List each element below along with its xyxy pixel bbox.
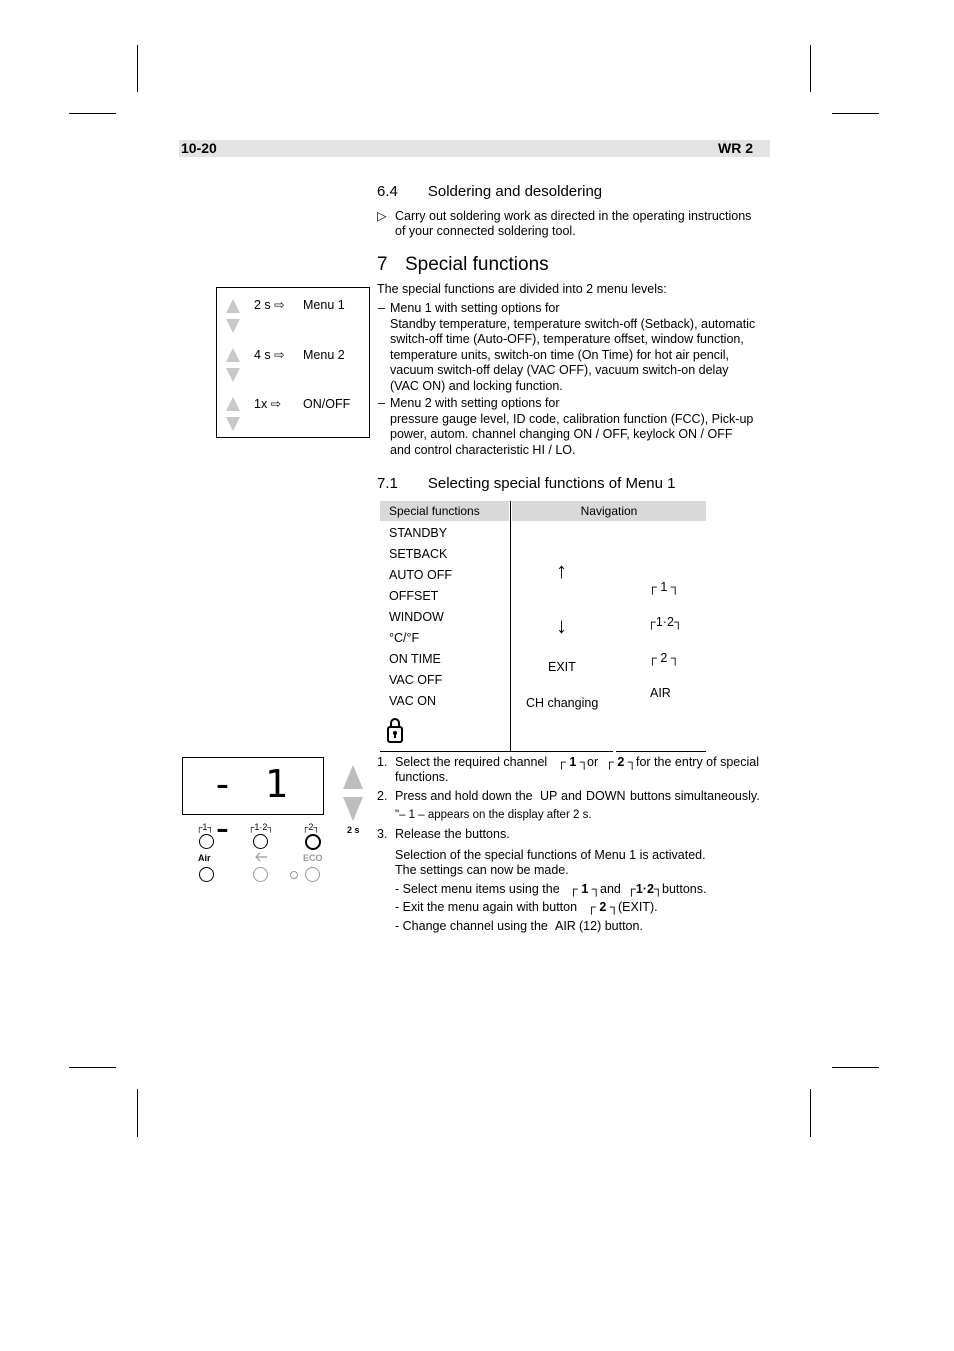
up-keyword: UP (540, 789, 558, 803)
channel-12-button[interactable] (253, 834, 268, 849)
step-2-note: "– 1 – appears on the display after 2 s. (395, 809, 592, 821)
menu2-head: Menu 2 with setting options for (390, 396, 560, 410)
crop-mark (137, 1089, 138, 1137)
legend-time: 2 s ⇨ (254, 298, 285, 312)
menu2-line: power, autom. channel changing ON / OFF, keylock ON / OFF (390, 427, 733, 441)
list-item: °C/°F (389, 631, 420, 645)
channel-12-label: ┌1·2┐ (248, 822, 274, 832)
or-text: or (587, 755, 599, 769)
air-label: Air (198, 853, 211, 863)
list-item: STANDBY (389, 526, 448, 540)
and-text: and (561, 789, 582, 803)
menu1-line: temperature units, switch-on time (On Time) for hot air pencil, (390, 347, 730, 362)
dash-icon: – (378, 301, 385, 315)
crop-mark (810, 45, 811, 92)
channel-2-label: ┌2┐ (302, 822, 320, 832)
button-12-symbol: ┌1·2┐ (647, 615, 683, 629)
header-bar (179, 140, 770, 157)
and-text: and (600, 882, 621, 896)
down-arrow-icon (226, 368, 240, 382)
eco-label: ECO (303, 853, 323, 863)
button-2-symbol: ┌ 2 ┐ (648, 651, 680, 665)
bullet-icon: ▷ (377, 209, 387, 223)
lock-icon (386, 716, 404, 744)
list-item: VAC ON (389, 694, 436, 708)
step-2-text: Press and hold down the (395, 789, 533, 803)
eco-button[interactable] (305, 867, 320, 882)
legend-time: 4 s ⇨ (254, 348, 285, 362)
list-item: WINDOW (389, 610, 444, 624)
settings-text: The settings can now be made. (395, 863, 569, 877)
ch-changing-label: CH changing (526, 696, 599, 710)
down-button-icon[interactable] (343, 797, 363, 821)
button-2-symbol: ┌ 2 ┐ (605, 755, 637, 769)
chapter-number: 7 (377, 254, 388, 275)
down-keyword: DOWN (586, 789, 626, 803)
menu1-line: switch-off time (Auto-OFF), temperature offset, window function, (390, 332, 744, 346)
channel-2-button[interactable] (305, 834, 321, 850)
chapter-title: Special functions (405, 254, 549, 275)
vacuum-button[interactable] (253, 867, 268, 882)
crop-mark (69, 1067, 116, 1068)
section-7-1-title: 7.1 Selecting special functions of Menu 1 (377, 475, 676, 492)
crop-mark (69, 113, 116, 114)
list-item: VAC OFF (389, 673, 443, 687)
air-button[interactable] (199, 867, 214, 882)
section-6-4-title: 6.4 Soldering and desoldering (377, 183, 603, 200)
activation-text: Selection of the special functions of Menu 1 is activated. (395, 848, 706, 862)
step-1-number: 1. (377, 755, 388, 769)
legend-label: Menu 1 (303, 298, 345, 312)
button-12-symbol: ┌1·2┐ (627, 882, 663, 896)
up-arrow-icon (226, 397, 240, 411)
list-item: SETBACK (389, 547, 448, 561)
menu2-line: pressure gauge level, ID code, calibration function (FCC), Pick-up (390, 411, 754, 426)
list-item: AUTO OFF (389, 568, 452, 582)
up-arrow-icon (226, 348, 240, 362)
table-header-functions: Special functions (380, 501, 509, 521)
crop-mark (832, 1067, 879, 1068)
table-divider (510, 501, 511, 751)
button-1-symbol: ┌ 1 ┐ (648, 580, 680, 594)
channel-1-button[interactable] (199, 834, 214, 849)
step-2-number: 2. (377, 789, 388, 803)
button-1-symbol: ┌ 1 ┐ (569, 882, 601, 896)
table-bottom-rule (380, 751, 613, 752)
down-arrow-icon (226, 319, 240, 333)
up-button-icon[interactable] (343, 765, 363, 789)
crop-mark (810, 1089, 811, 1137)
s7-intro: The special functions are divided into 2 menu levels: (377, 282, 667, 296)
eco-led (290, 871, 298, 879)
step-1-text: functions. (395, 770, 449, 784)
up-arrow-icon: ↑ (556, 558, 567, 583)
channel-1-label: ┌1┐ (196, 822, 214, 832)
list-item: ON TIME (389, 652, 441, 666)
list-item: OFFSET (389, 589, 439, 603)
button-1-symbol: ┌ 1 ┐ (557, 755, 589, 769)
bullet-text: buttons. (662, 882, 707, 896)
table-bottom-rule (616, 751, 706, 752)
menu1-line: (VAC ON) and locking function. (390, 378, 563, 393)
dash-icon: – (378, 396, 385, 410)
s64-text-line2: of your connected soldering tool. (395, 224, 576, 238)
button-2-symbol: ┌ 2 ┐ (587, 900, 619, 914)
vacuum-icon (254, 852, 268, 862)
step-2-text: buttons simultaneously. (630, 789, 760, 803)
down-arrow-icon (226, 417, 240, 431)
air-label: AIR (650, 686, 671, 700)
legend-time: 1x ⇨ (254, 397, 282, 411)
menu1-line: vacuum switch-off delay (VAC OFF), vacuum switch-on delay (390, 363, 729, 377)
menu1-head: Menu 1 with setting options for (390, 301, 560, 315)
display-readout: - 1 - (211, 762, 292, 850)
crop-mark (137, 45, 138, 92)
legend-label: Menu 2 (303, 348, 345, 362)
bullet-text: (12) button. (579, 919, 643, 933)
step-3-text: Release the buttons. (395, 827, 510, 841)
menu1-line: Standby temperature, temperature switch-off (Setback), automatic (390, 316, 756, 331)
model-name: WR 2 (718, 140, 753, 156)
table-header-navigation: Navigation (512, 501, 706, 521)
menu2-line: and control characteristic HI / LO. (390, 442, 576, 457)
s64-text-line1: Carry out soldering work as directed in the operating instructions (395, 209, 752, 223)
step-1-text: for the entry of special (636, 755, 759, 769)
legend-label: ON/OFF (303, 397, 351, 411)
bullet-text: (EXIT). (618, 900, 658, 914)
bullet-text: - Change channel using the (395, 919, 548, 933)
exit-label: EXIT (548, 660, 576, 674)
page-number: 10-20 (181, 140, 217, 156)
down-arrow-icon: ↓ (556, 613, 567, 638)
bullet-text: - Select menu items using the (395, 882, 560, 896)
up-arrow-icon (226, 299, 240, 313)
step-1-text: Select the required channel (395, 755, 548, 769)
air-keyword: AIR (555, 919, 576, 933)
crop-mark (832, 113, 879, 114)
legend-box (216, 287, 370, 438)
step-3-number: 3. (377, 827, 388, 841)
hold-time-label: 2 s (347, 825, 360, 835)
bullet-text: - Exit the menu again with button (395, 900, 578, 914)
